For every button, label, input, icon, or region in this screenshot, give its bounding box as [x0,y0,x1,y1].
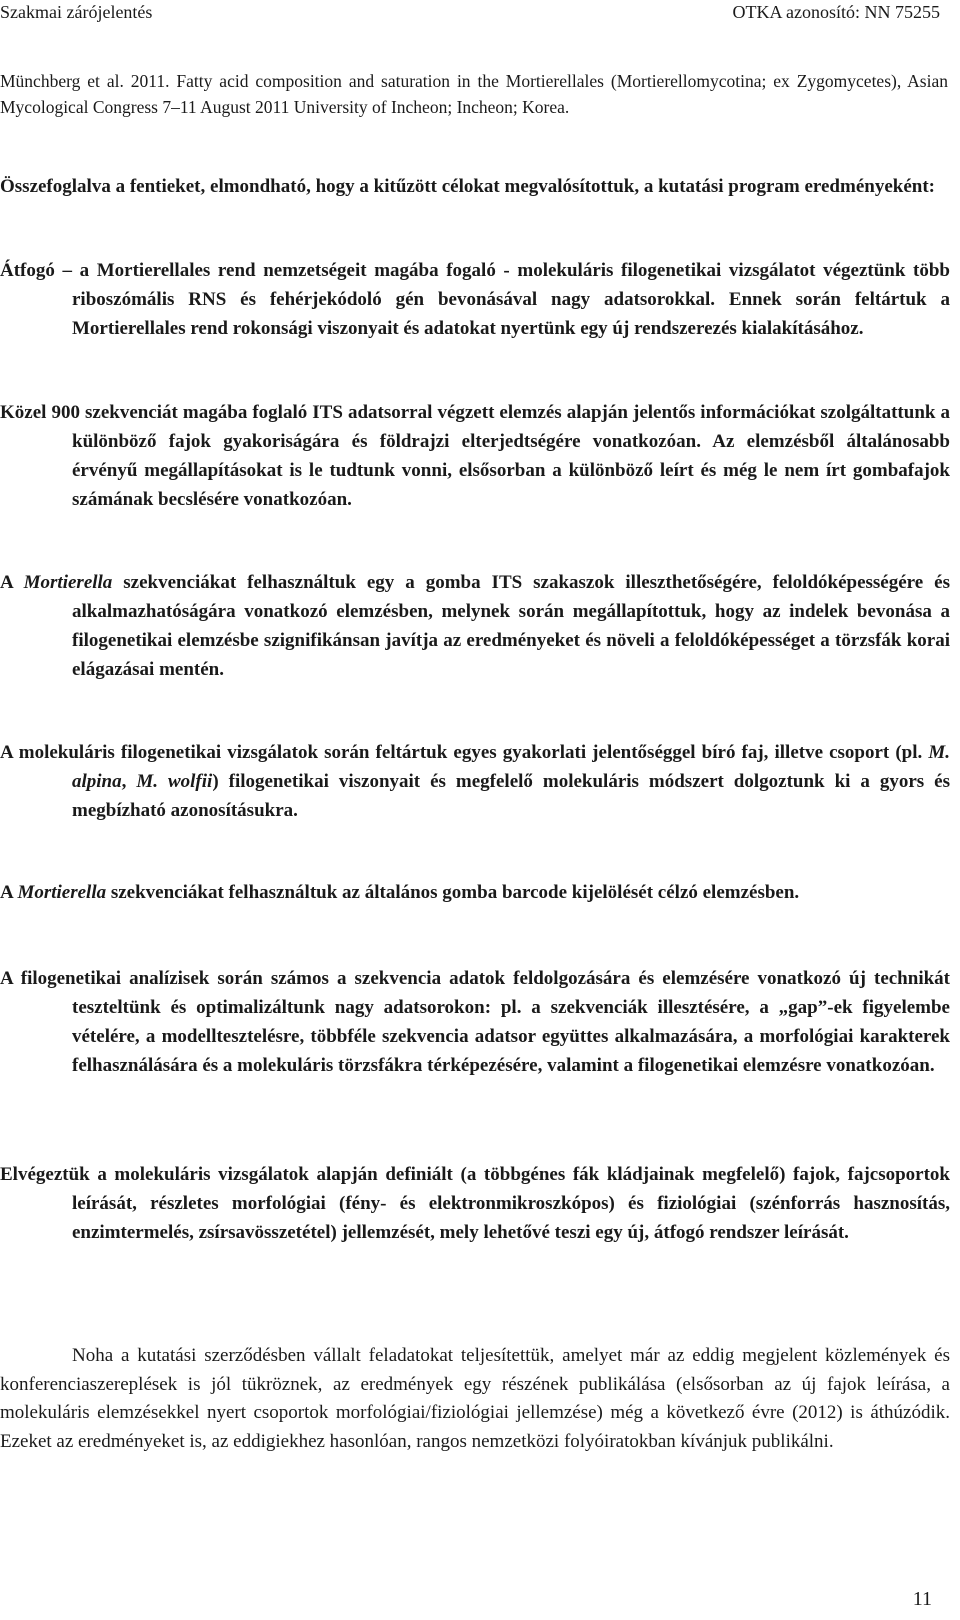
genus-name-mortierella-2: Mortierella [17,882,107,903]
species-name-wolfii: M. wolfii [136,771,213,792]
header-otka-id: OTKA azonosító: NN 75255 [732,2,940,22]
result-paragraph-3-lead: A [0,572,24,593]
result-paragraph-2: Közel 900 szekvenciát magába foglaló ITS adatsorral végzett elemzés alapján jelentős információkat szolgáltattunk a különböző fajok gyakoriságára és földrajzi elterjedtségére vonatkozóan. Az elemzésből általánosabb érvényű megállapításokat is le tudtunk vonni, elsősorban a különböző leírt és még le nem írt gombafajok számának becslésére vonatkozóan. [0,402,950,510]
result-paragraph-5-lead: A [0,882,18,903]
result-paragraph-4-lead: A molekuláris filogenetikai vizsgálatok során feltártuk egyes gyakorlati jelentőséggel bíró faj, illetve csoport (pl. [0,742,929,763]
result-paragraph-4-body: ) filogenetikai viszonyait és megfelelő molekuláris módszert dolgoztunk ki a gyors és megbízható azonosításukra. [72,771,951,821]
genus-name-mortierella: Mortierella [23,572,113,593]
closing-paragraph [0,1342,950,1456]
result-paragraph-3 [0,568,950,684]
result-paragraph-5-body: szekvenciákat felhasználtuk az általános gomba barcode kijelölését célzó elemzésben. [106,882,800,903]
result-paragraph-6: A filogenetikai analízisek során számos a szekvencia adatok feldolgozására és elemzésére vonatkozó új technikát teszteltünk és optimalizáltunk nagy adatsorokon: pl. a szekvenciák illesztésére, a „gap”-ek figyelembe vételére, a modelltesztelésre, többféle szekvencia adatsor együttes alkalmazására, a morfológiai karakterek felhasználására és a molekuláris törzsfákra térképezésére, valamint a filogenetikai elemzésre vonatkozóan. [0,968,950,1076]
page-number: 11 [912,1588,932,1610]
species-separator: , [121,771,137,792]
page-header [0,2,940,26]
reference-citation: Münchberg et al. 2011. Fatty acid composition and saturation in the Mortierellales (Mortierellomycotina; ex Zygomycetes), Asian Mycological Congress 7–11 August 2011 University of Incheon; Incheon; Korea. [0,71,948,117]
summary-intro: Összefoglalva a fentieket, elmondható, hogy a kitűzött célokat megvalósítottuk, a kutatási program eredményeként: [0,176,935,197]
result-paragraph-7: Elvégeztük a molekuláris vizsgálatok alapján definiált (a többgénes fák kládjainak megfelelő) fajok, fajcsoportok leírását, részletes morfológiai (fény- és elektronmikroszkópos) és fiziológiai (szénforrás hasznosítás, enzimtermelés, zsírsavösszetétel) jellemzését, mely lehetővé teszi egy új, átfogó rendszer leírását. [0,1164,950,1243]
result-paragraph-1: Átfogó – a Mortierellales rend nemzetségeit magába fogaló - molekuláris filogenetikai vizsgálatot végeztünk több riboszómális RNS és fehérjekódoló gén bevonásával nagy adatsorokkal. Ennek során feltártuk a Mortierellales rend rokonsági viszonyait és adatokat nyertünk egy új rendszerezés kialakításához. [0,260,950,339]
result-paragraph-3-body: szekvenciákat felhasználtuk egy a gomba ITS szakaszok illeszthetőségére, feloldóképességére és alkalmazhatóságára vonatkozó elemzésben, melynek során megállapítottuk, hogy az indelek bevonása a filogenetikai elemzésbe szignifikánsan javítja az eredményeket és növeli a feloldóképességet a törzsfák korai elágazásai mentén. [72,572,950,680]
result-paragraph-5 [0,878,950,907]
species-name-alpina: M. alpina [72,742,950,792]
closing-text: Noha a kutatási szerződésben vállalt feladatokat teljesítettük, amelyet már az eddig megjelent közlemények és konferenciaszereplések is jól tükröznek, az eredmények egy részének publikálása (elsősorban az új fajok leírása, a molekuláris elemzésekkel nyert csoportok morfológiai/fiziológiai jellemzése) még a következő évre (2012) is áthúzódik. Ezeket az eredményeket is, az eddigiekhez hasonlóan, rangos nemzetközi folyóiratokban kívánjuk publikálni. [0,1345,950,1452]
header-report-title: Szakmai zárójelentés [0,2,153,22]
result-paragraph-4 [0,738,950,825]
